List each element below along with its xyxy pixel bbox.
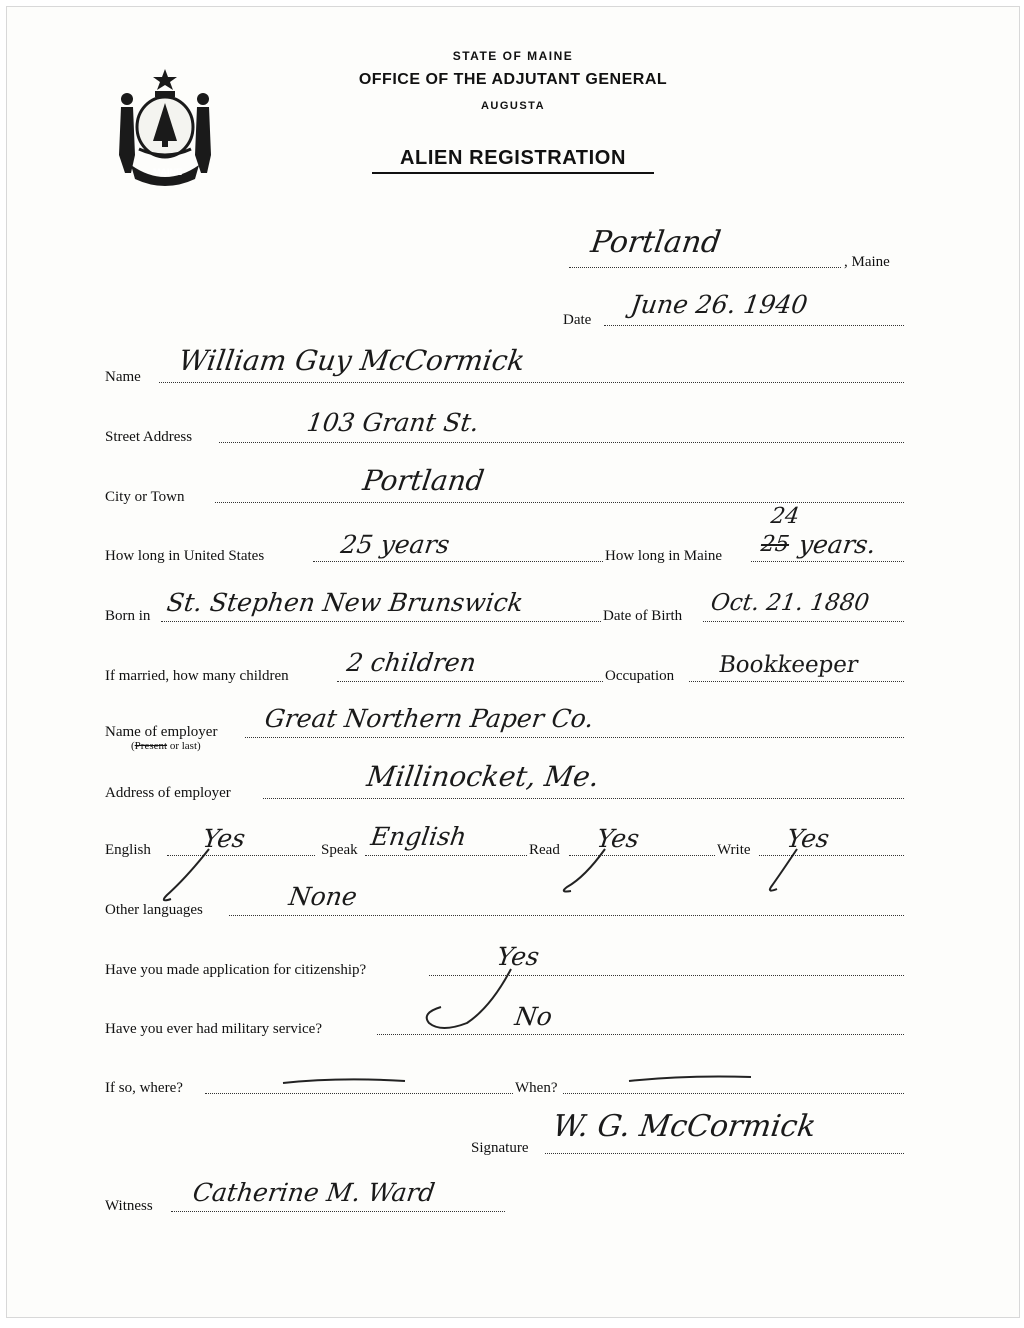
witness-value: Catherine M. Ward	[191, 1178, 437, 1207]
witness-label: Witness	[105, 1198, 153, 1214]
where-dash-mark	[279, 1073, 409, 1089]
military-line	[377, 1034, 904, 1035]
date-of-birth-value: Oct. 21. 1880	[709, 590, 871, 616]
seal-lettering: MAINE	[153, 167, 182, 177]
employer-address-line	[263, 798, 904, 799]
occupation-value: Bookkeeper	[717, 652, 860, 678]
speak-line	[365, 855, 527, 856]
date-value: June 26. 1940	[629, 290, 810, 319]
employer-address-value: Millinocket, Me.	[364, 760, 602, 793]
date-label: Date	[563, 312, 592, 328]
witness-line	[171, 1211, 505, 1212]
street-address-value: 103 Grant St.	[305, 408, 481, 437]
when-label: When?	[515, 1080, 558, 1096]
how-long-us-value: 25 years	[339, 530, 452, 559]
employer-sublabel-open: (	[131, 740, 135, 752]
city-value: Portland	[360, 464, 487, 497]
date-line	[604, 325, 904, 326]
registration-form	[6, 6, 1020, 1318]
write-value: Yes	[785, 824, 832, 853]
maine-suffix: , Maine	[844, 254, 890, 270]
speak-label: Speak	[321, 842, 358, 858]
city-label: City or Town	[105, 489, 185, 505]
other-languages-line	[229, 915, 904, 916]
street-address-label: Street Address	[105, 429, 193, 445]
how-long-maine-correction: 24	[769, 504, 801, 529]
header-office: OFFICE OF THE ADJUTANT GENERAL	[358, 71, 668, 88]
citizenship-label: Have you made application for citizenship?	[105, 962, 367, 978]
employer-sublabel	[131, 740, 201, 752]
other-languages-label: Other languages	[105, 902, 203, 918]
military-value: No	[513, 1002, 555, 1031]
employer-value: Great Northern Paper Co.	[263, 704, 596, 733]
born-in-line	[161, 621, 601, 622]
citizenship-value: Yes	[495, 942, 542, 971]
employer-sublabel-rest: or last)	[169, 740, 201, 752]
pen-loop-mark	[555, 847, 615, 897]
town-line	[569, 267, 841, 268]
pen-loop-mark	[411, 967, 521, 1037]
when-line	[563, 1093, 904, 1094]
employer-sublabel-struck: Present	[134, 740, 168, 752]
how-long-us-label: How long in United States	[105, 548, 265, 564]
name-label: Name	[105, 369, 141, 385]
write-label: Write	[717, 842, 751, 858]
where-line	[205, 1093, 513, 1094]
form-title: ALIEN REGISTRATION	[372, 147, 654, 174]
read-value: Yes	[595, 824, 642, 853]
how-long-maine-value: years.	[797, 530, 878, 559]
born-in-value: St. Stephen New Brunswick	[165, 588, 526, 617]
occupation-line	[689, 681, 904, 682]
children-line	[337, 681, 603, 682]
how-long-maine-struck: 25	[759, 532, 791, 557]
born-in-label: Born in	[105, 608, 151, 624]
military-label: Have you ever had military service?	[105, 1021, 322, 1037]
date-of-birth-label: Date of Birth	[603, 608, 683, 624]
header-city: AUGUSTA	[480, 100, 546, 112]
date-of-birth-line	[703, 621, 904, 622]
how-long-us-line	[313, 561, 603, 562]
signature-value: W. G. McCormick	[550, 1109, 819, 1144]
how-long-maine-line	[751, 561, 904, 562]
children-value: 2 children	[345, 648, 478, 677]
employer-address-label: Address of employer	[105, 785, 231, 801]
children-label: If married, how many children	[105, 668, 289, 684]
how-long-maine-label: How long in Maine	[605, 548, 723, 564]
occupation-label: Occupation	[605, 668, 675, 684]
signature-line	[545, 1153, 904, 1154]
when-dash-mark	[625, 1071, 755, 1087]
read-label: Read	[529, 842, 560, 858]
other-languages-value: None	[287, 882, 359, 911]
name-value: William Guy McCormick	[176, 344, 527, 377]
pen-loop-mark	[757, 847, 807, 897]
name-line	[159, 382, 904, 383]
street-address-line	[219, 442, 904, 443]
town-value: Portland	[588, 225, 723, 260]
signature-label: Signature	[471, 1140, 529, 1156]
pen-loop-mark	[157, 847, 217, 907]
english-label: English	[105, 842, 151, 858]
employer-line	[245, 737, 904, 738]
employer-label: Name of employer	[105, 724, 218, 740]
speak-value: English	[369, 822, 469, 851]
header-state: STATE OF MAINE	[452, 49, 574, 63]
english-value: Yes	[201, 824, 248, 853]
where-label: If so, where?	[105, 1080, 183, 1096]
